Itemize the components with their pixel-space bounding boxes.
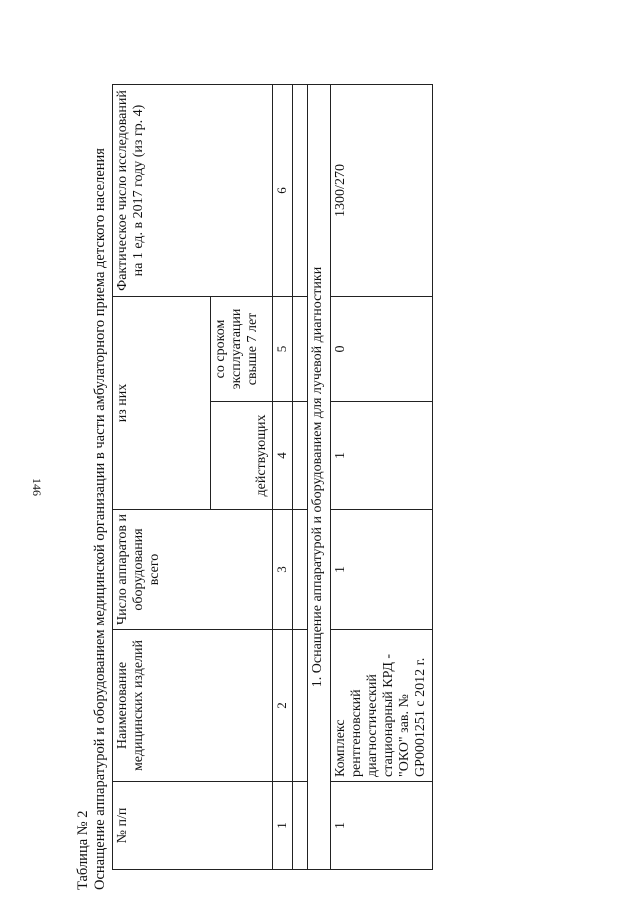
column-number-4: 4 bbox=[273, 402, 293, 510]
section-row bbox=[307, 84, 330, 869]
row-over7: 0 bbox=[330, 296, 432, 401]
row-active: 1 bbox=[330, 402, 432, 510]
table-label: Таблица № 2 bbox=[75, 810, 91, 890]
row-device-name: Комплекс рентгеновский диагностический стационарный КРД - "ОКО" зав. № GP0001251 с 2012 г. bbox=[330, 630, 432, 782]
header-row-top bbox=[113, 84, 211, 869]
page-number: 146 bbox=[30, 478, 44, 496]
column-number-3: 3 bbox=[273, 510, 293, 630]
header-col-group: из них bbox=[113, 296, 211, 509]
rotated-table-block bbox=[30, 60, 630, 890]
header-col-over7: со сроком эксплуатации свыше 7 лет bbox=[211, 296, 273, 401]
column-number-1: 1 bbox=[273, 782, 293, 870]
row-total: 1 bbox=[330, 510, 432, 630]
section-title: 1. Оснащение аппаратурой и оборудованием для лучевой диагностики bbox=[307, 84, 330, 869]
spacer-row bbox=[292, 84, 307, 869]
row-studies: 1300/270 bbox=[330, 84, 432, 296]
table-caption: Оснащение аппаратурой и оборудованием медицинской организации в части амбулаторного приема детского населения bbox=[92, 148, 108, 890]
header-col-number: № п/п bbox=[113, 782, 273, 870]
column-number-2: 2 bbox=[273, 630, 293, 782]
header-col-name: Наименование медицинских изделий bbox=[113, 630, 273, 782]
header-col-total: Число аппаратов и оборудования всего bbox=[113, 510, 273, 630]
column-number-5: 5 bbox=[273, 296, 293, 401]
header-col-active: действующих bbox=[211, 402, 273, 510]
row-number: 1 bbox=[330, 782, 432, 870]
header-col-studies: Фактическое число исследований на 1 ед. в 2017 году (из гр. 4) bbox=[113, 84, 273, 296]
column-numbers-row bbox=[273, 84, 293, 869]
equipment-table bbox=[112, 84, 433, 870]
table-row bbox=[330, 84, 432, 869]
column-number-6: 6 bbox=[273, 84, 293, 296]
